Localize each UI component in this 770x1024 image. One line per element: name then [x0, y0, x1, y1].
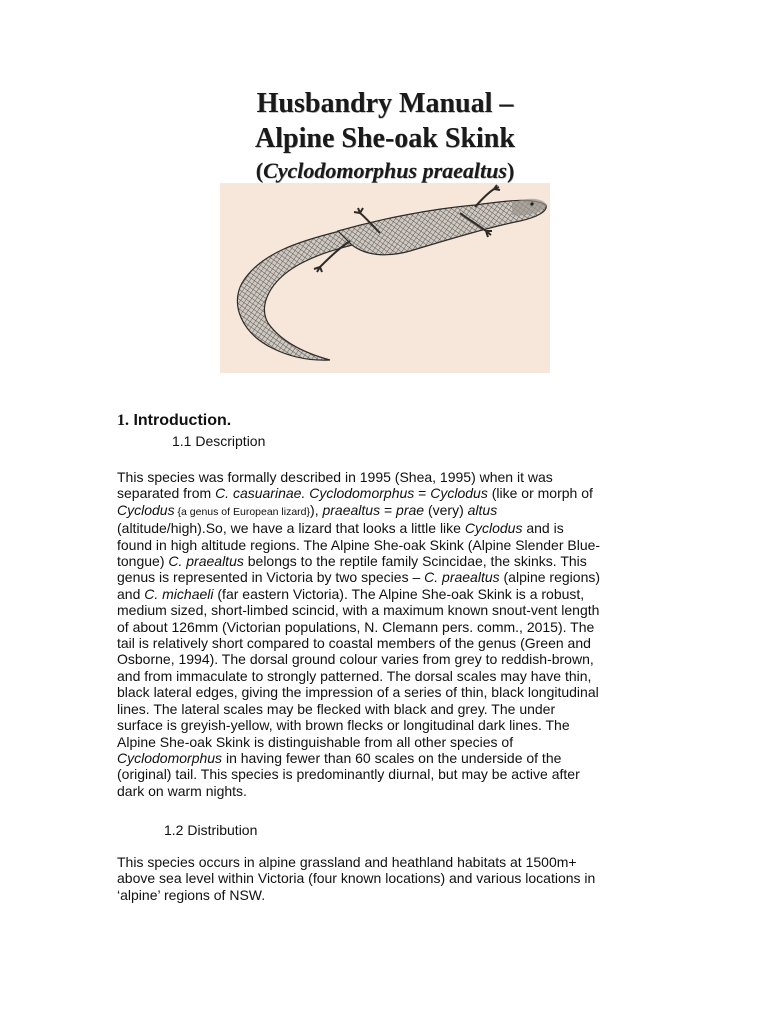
- text-run: and: [117, 585, 145, 602]
- text-run: Cyclodomorphus: [117, 749, 223, 766]
- text-run: altus: [467, 501, 498, 518]
- text-line: [117, 502, 662, 520]
- close-paren: ): [506, 158, 515, 183]
- text-line: and from immaculate to strongly patterned. The dorsal scales may have thin,: [117, 667, 592, 684]
- text-line: ‘alpine’ regions of NSW.: [117, 886, 266, 903]
- text-line: [117, 485, 662, 501]
- text-line: This species occurs in alpine grassland and heathland habitats at 1500m+: [117, 854, 577, 870]
- text-run: in having fewer than 60 scales on the underside of the: [222, 749, 562, 766]
- text-run: genus is represented in Victoria by two species –: [117, 569, 425, 586]
- text-run: =: [414, 485, 431, 502]
- text-run: and is: [522, 520, 564, 537]
- text-run: Cyclodus: [464, 520, 523, 537]
- text-line: found in high altitude regions. The Alpine She-oak Skink (Alpine Slender Blue-: [117, 536, 601, 553]
- section-title: Introduction.: [133, 412, 232, 429]
- text-run: Cyclodus: [117, 501, 175, 518]
- text-run: (like or morph of: [487, 485, 593, 502]
- text-line: [117, 586, 662, 602]
- text-line: [117, 553, 662, 569]
- text-run: belongs to the reptile family Scincidae, the skinks. This: [243, 553, 587, 570]
- text-line: Alpine She-oak Skink is distinguishable from all other species of: [117, 733, 514, 750]
- text-line: above sea level within Victoria (four known locations) and various locations in: [117, 870, 596, 887]
- title-line-2: Alpine She-oak Skink: [255, 123, 515, 154]
- text-run: {a genus of European lizard}: [174, 505, 311, 518]
- text-line: [117, 520, 662, 536]
- text-line: This species was formally described in 1995 (Shea, 1995) when it was: [117, 469, 553, 485]
- text-run: ),: [310, 501, 323, 518]
- text-run: (alpine regions): [499, 569, 601, 586]
- subsection-distribution: 1.2 Distribution: [164, 822, 258, 838]
- text-run: praealtus: [322, 501, 381, 518]
- text-run: C. casuarinae. Cyclodomorphus: [215, 485, 415, 502]
- open-paren: (: [255, 158, 264, 183]
- skink-illustration: [220, 183, 550, 373]
- text-run: separated from: [117, 485, 216, 502]
- text-line: [117, 750, 662, 766]
- text-run: C. praealtus: [168, 553, 244, 570]
- scientific-name-heading: [0, 157, 770, 185]
- scientific-name: Cyclodomorphus praealtus: [263, 158, 507, 183]
- text-run: prae: [396, 501, 425, 518]
- skink-illustration-icon: [220, 183, 550, 373]
- section-heading: [117, 411, 231, 431]
- text-run: C. michaeli: [144, 585, 214, 602]
- text-run: (altitude/high).So, we have a lizard that looks a little like: [117, 520, 465, 537]
- text-line: [117, 569, 662, 585]
- text-run: (very): [424, 501, 468, 518]
- text-line: Osborne, 1994). The dorsal ground colour varies from grey to reddish-brown,: [117, 651, 594, 668]
- text-line: lines. The lateral scales may be flecked with black and grey. The under: [117, 700, 556, 717]
- description-paragraph: [117, 469, 662, 799]
- text-run: =: [380, 501, 397, 518]
- text-run: tongue): [117, 553, 169, 570]
- subsection-description: 1.1 Description: [172, 433, 266, 449]
- text-line: black lateral edges, giving the impression of a series of thin, black longitudinal: [117, 684, 599, 701]
- title-line-1: Husbandry Manual –: [256, 88, 514, 119]
- section-number: 1.: [117, 412, 129, 429]
- text-line: surface is greyish-yellow, with brown flecks or longitudinal dark lines. The: [117, 717, 570, 734]
- text-run: (far eastern Victoria). The Alpine She-oak Skink is a robust,: [213, 585, 585, 602]
- text-line: medium sized, short-limbed scincid, with a maximum known snout-vent length: [117, 602, 600, 619]
- text-line: dark on warm nights.: [117, 782, 247, 799]
- text-run: Cyclodus: [430, 485, 488, 502]
- text-line: of about 126mm (Victorian populations, N. Clemann pers. comm., 2015). The: [117, 618, 595, 635]
- text-line: tail is relatively short compared to coastal members of the genus (Green and: [117, 635, 591, 652]
- distribution-paragraph: [117, 854, 662, 903]
- text-run: C. praealtus: [424, 569, 500, 586]
- text-line: (original) tail. This species is predominantly diurnal, but may be active after: [117, 766, 580, 783]
